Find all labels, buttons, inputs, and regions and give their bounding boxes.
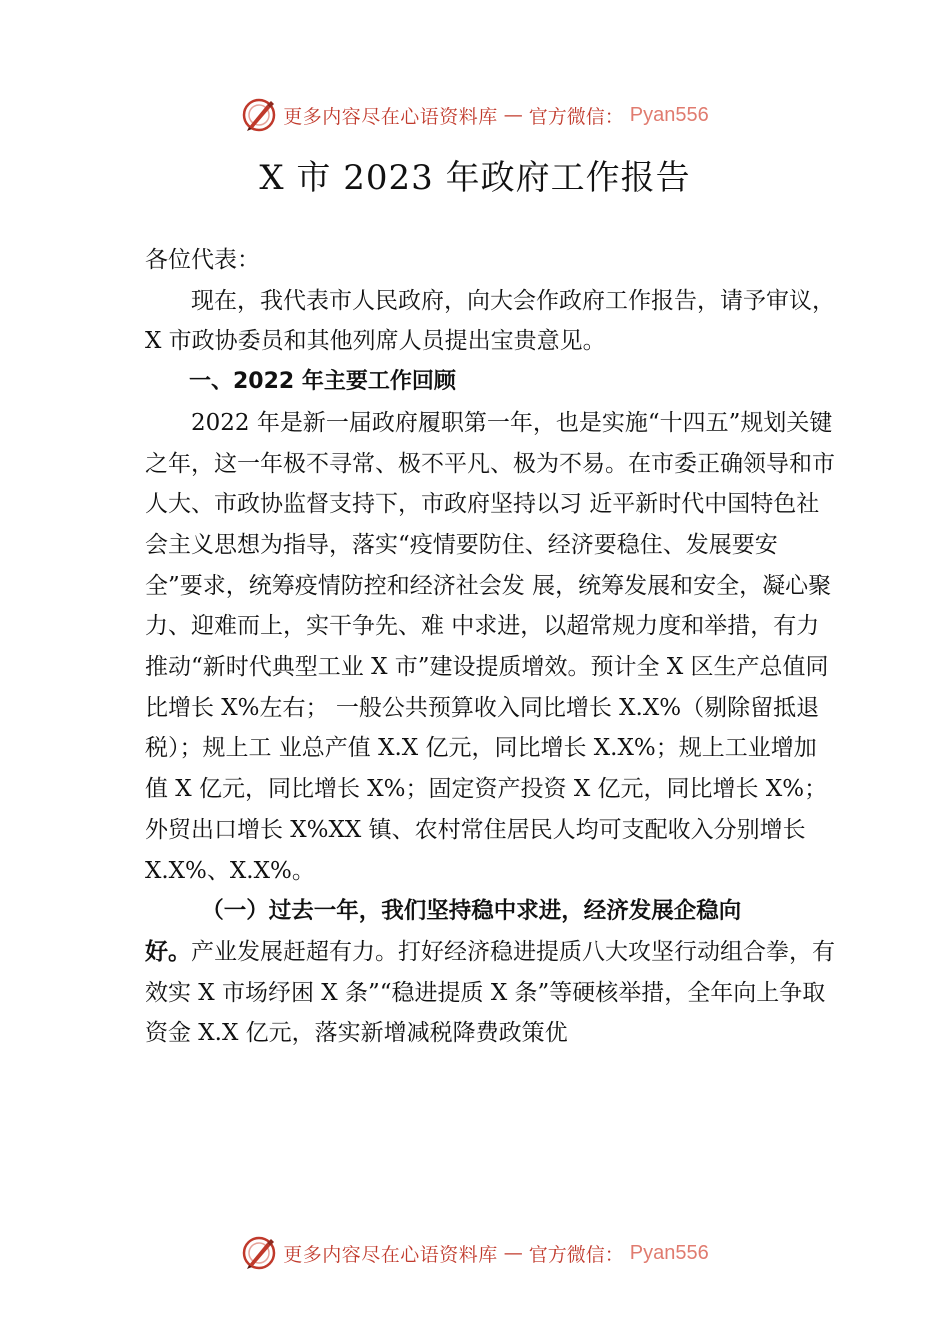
watermark-banner-top xyxy=(0,95,950,135)
watermark-wechat-id: Pyan556 xyxy=(629,103,709,126)
document-body xyxy=(145,240,835,1054)
section-heading: 一、2022 年主要工作回顾 xyxy=(189,369,456,395)
pen-logo-icon xyxy=(241,1235,277,1271)
document-title: X 市 2023 年政府工作报告 xyxy=(259,158,691,198)
pen-logo-icon xyxy=(241,97,277,133)
salutation: 各位代表： xyxy=(145,247,260,273)
watermark-text: 更多内容尽在心语资料库 xyxy=(283,1243,498,1266)
watermark-separator: — xyxy=(503,104,523,126)
watermark-label: 官方微信： xyxy=(528,105,624,128)
subsection-heading: （一）过去一年，我们坚持稳中求进，经济发展企稳向 xyxy=(201,898,742,925)
section-paragraph: 2022 年是新一届政府履职第一年，也是实施“十四五”规划关键之年，这一年极不寻常、极不平凡、极为不易。在市委正确领导和市人大、市政协监督支持下，市政府坚持以习 近平新时代中国特色社会主义思想为指导，落实“疫情要防住、经济要稳住、发展要安全”要求，统筹疫情防控和经济社会发 展，统筹发展和安全，凝心聚力、迎难而上，实干争先、难 中求进，以超常规力度和举措，有力推动“新时代典型工业 X 市”建设提质增效。预计全 X 区生产总值同比增长 X%左右； 一般公共预算收入同比增长 X.X%（剔除留抵退税）；规上工 业总产值 X.X 亿元，同比增长 X.X%；规上工业增加值 X 亿元，同比增长 X%；固定资产投资 X 亿元，同比增长 X%； 外贸出口增长 X%XX 镇、农村常住居民人均可支配收入分别增长 X.X%、X.X%。 xyxy=(145,409,835,884)
watermark-banner-bottom xyxy=(0,1233,950,1273)
subsection-body: 产业发展赶超有力。打好经济稳进提质八大攻坚行动组合拳，有效实 X 市场纾困 X 条”“稳进提质 X 条”等硬核举措，全年向上争取资金 X.X 亿元，落实新增减税降费政策优 xyxy=(145,938,835,1047)
subsection-heading-end: 好。 xyxy=(145,937,191,965)
watermark-label: 官方微信： xyxy=(528,1243,624,1266)
subsection-paragraph xyxy=(145,932,835,1054)
watermark-wechat-id: Pyan556 xyxy=(629,1241,709,1264)
intro-paragraph: 现在，我代表市人民政府，向大会作政府工作报告，请予审议，X 市政协委员和其他列席人员提出宝贵意见。 xyxy=(145,287,835,355)
watermark-separator: — xyxy=(503,1242,523,1264)
watermark-text: 更多内容尽在心语资料库 xyxy=(283,105,498,128)
